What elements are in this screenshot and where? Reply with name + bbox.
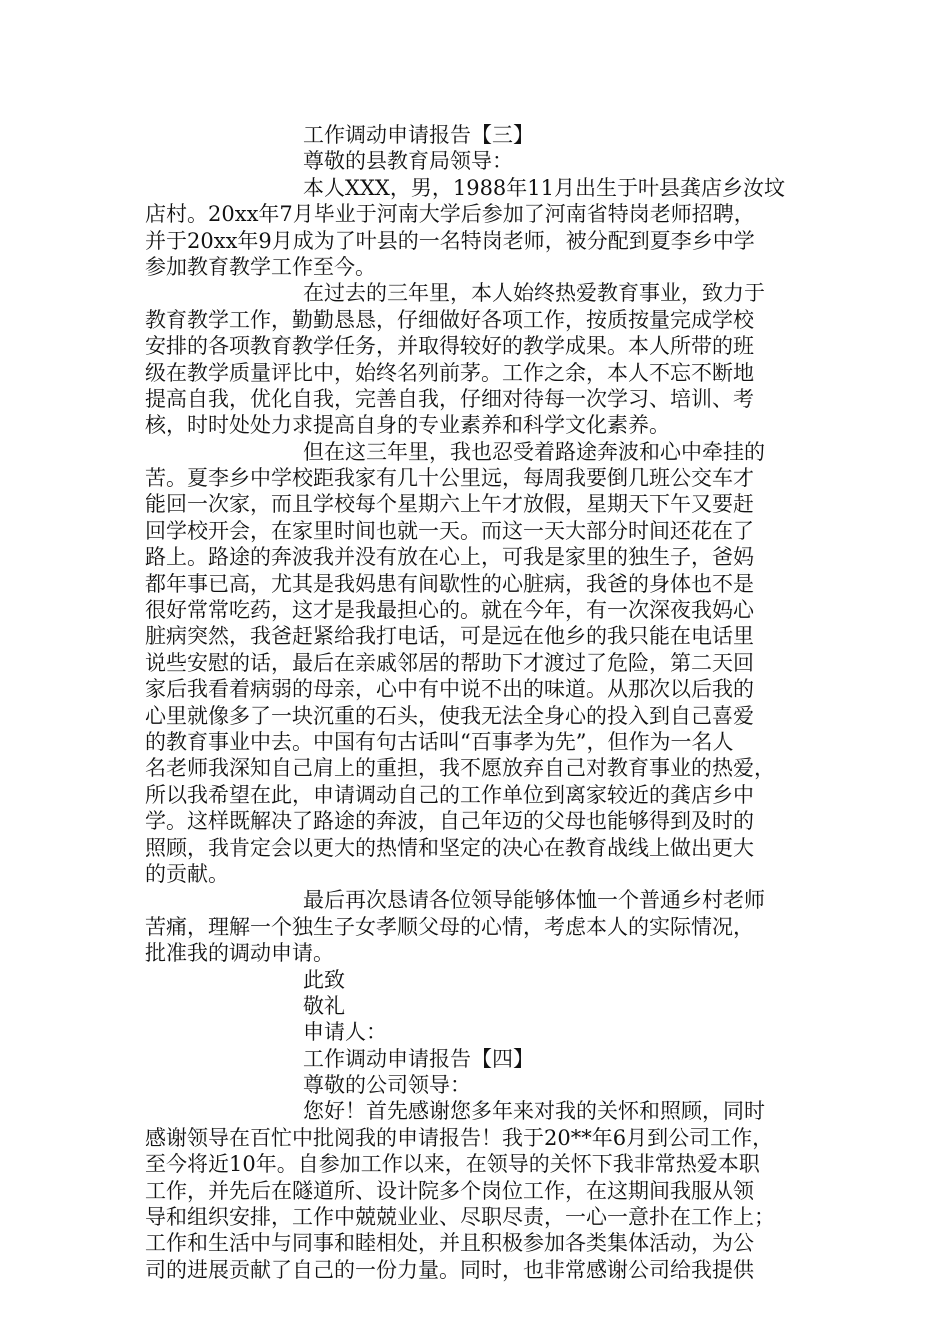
text-line: 并于20xx年9月成为了叶县的一名特岗老师，被分配到夏李乡中学 — [145, 228, 755, 253]
text-line: 能回一次家，而且学校每个星期六上午才放假，星期天下午又要赶 — [145, 492, 754, 517]
text-line: 司的进展贡献了自己的一份力量。同时，也非常感谢公司给我提供 — [145, 1257, 754, 1282]
text-line: 工作调动申请报告【四】 — [303, 1046, 534, 1071]
text-line: 脏病突然，我爸赶紧给我打电话，可是远在他乡的我只能在电话里 — [145, 624, 754, 649]
text-line: 敬礼 — [303, 993, 345, 1018]
text-line: 工作和生活中与同事和睦相处，并且积极参加各类集体活动，为公 — [145, 1231, 754, 1256]
text-line: 批准我的调动申请。 — [145, 941, 334, 966]
text-line: 核，时时处处力求提高自身的专业素养和科学文化素养。 — [145, 413, 670, 438]
text-line: 在过去的三年里，本人始终热爱教育事业，致力于 — [303, 281, 765, 306]
text-line: 最后再次恳请各位领导能够体恤一个普通乡村老师 — [303, 888, 765, 913]
text-line: 参加教育教学工作至今。 — [145, 254, 376, 279]
text-line: 本人XXX，男，1988年11月出生于叶县龚店乡汝坟 — [303, 175, 786, 200]
text-line: 心里就像多了一块沉重的石头，使我无法全身心的投入到自己喜爱 — [145, 703, 754, 728]
text-line: 安排的各项教育教学任务，并取得较好的教学成果。本人所带的班 — [145, 334, 754, 359]
text-line: 级在教学质量评比中，始终名列前茅。工作之余，本人不忘不断地 — [145, 360, 754, 385]
text-line: 店村。20xx年7月毕业于河南大学后参加了河南省特岗老师招聘， — [145, 202, 755, 227]
text-line: 苦痛，理解一个独生子女孝顺父母的心情，考虑本人的实际情况， — [145, 914, 754, 939]
text-line: 苦。夏李乡中学校距我家有几十公里远，每周我要倒几班公交车才 — [145, 466, 754, 491]
text-line: 工作调动申请报告【三】 — [303, 123, 534, 147]
text-line: 路上。路途的奔波我并没有放在心上，可我是家里的独生子，爸妈 — [145, 545, 754, 570]
text-line: 尊敬的公司领导： — [303, 1073, 471, 1098]
text-line: 提高自我，优化自我，完善自我，仔细对待每一次学习、培训、考 — [145, 386, 754, 411]
text-line: 的教育事业中去。中国有句古话叫“百事孝为先”，但作为一名人 — [145, 729, 734, 754]
text-line: 教育教学工作，勤勤恳恳，仔细做好各项工作，按质按量完成学校 — [145, 307, 754, 332]
text-line: 导和组织安排，工作中兢兢业业、尽职尽责，一心一意扑在工作上； — [145, 1205, 775, 1230]
text-line: 至今将近10年。自参加工作以来，在领导的关怀下我非常热爱本职 — [145, 1152, 760, 1177]
text-line: 工作，并先后在隧道所、设计院多个岗位工作，在这期间我服从领 — [145, 1178, 754, 1203]
text-line: 家后我看着病弱的母亲，心中有中说不出的味道。从那次以后我的 — [145, 677, 754, 702]
text-line: 回学校开会，在家里时间也就一天。而这一天大部分时间还花在了 — [145, 518, 754, 543]
text-line: 所以我希望在此，申请调动自己的工作单位到离家较近的龚店乡中 — [145, 782, 754, 807]
text-line: 申请人： — [303, 1020, 387, 1045]
text-line: 尊敬的县教育局领导： — [303, 149, 513, 174]
text-line: 都年事已高，尤其是我妈患有间歇性的心脏病，我爸的身体也不是 — [145, 571, 754, 596]
text-line: 学。这样既解决了路途的奔波，自己年迈的父母也能够得到及时的 — [145, 809, 754, 834]
text-line: 的贡献。 — [145, 861, 229, 886]
document-body — [145, 122, 815, 1283]
text-line: 名老师我深知自己肩上的重担，我不愿放弃自己对教育事业的热爱， — [145, 756, 775, 781]
text-line: 此致 — [303, 967, 345, 992]
text-line: 但在这三年里，我也忍受着路途奔波和心中牵挂的 — [303, 439, 765, 464]
text-line: 感谢领导在百忙中批阅我的申请报告！我于20**年6月到公司工作， — [145, 1125, 774, 1150]
text-line: 说些安慰的话，最后在亲戚邻居的帮助下才渡过了危险，第二天回 — [145, 650, 754, 675]
text-line: 您好！首先感谢您多年来对我的关怀和照顾，同时 — [303, 1099, 765, 1124]
text-line: 照顾，我肯定会以更大的热情和坚定的决心在教育战线上做出更大 — [145, 835, 754, 860]
text-line: 很好常常吃药，这才是我最担心的。就在今年，有一次深夜我妈心 — [145, 598, 754, 623]
